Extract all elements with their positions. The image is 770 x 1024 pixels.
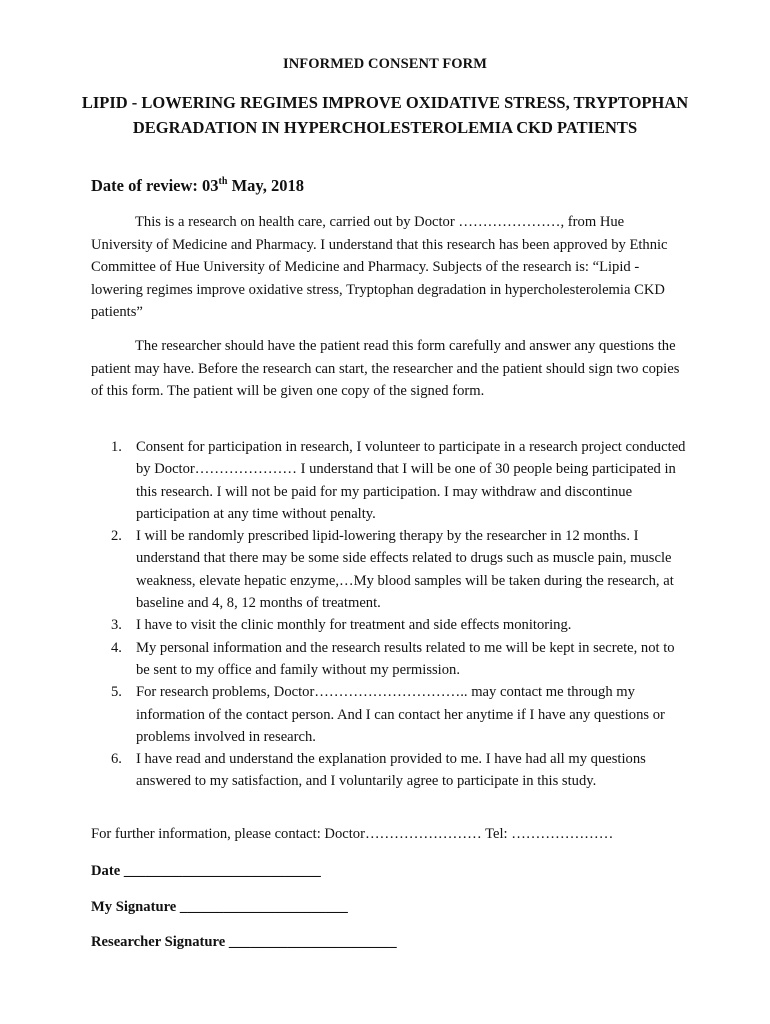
- list-item-text: I have to visit the clinic monthly for treatment and side effects monitoring.: [136, 617, 572, 634]
- list-item-text: I will be randomly prescribed lipid-lowering therapy by the researcher in 12 months. I understand that there may be some side effects related to drugs such as muscle pain, muscle weakness, elevate hepatic enzyme,…My blood samples will be taken during the research, at baseline and 4, 8, 12 months of treatment.: [136, 528, 674, 612]
- list-item-number: 3.: [111, 617, 122, 634]
- list-item: [91, 614, 691, 636]
- list-item-number: 5.: [111, 684, 122, 701]
- review-date: [91, 176, 304, 196]
- list-item: [91, 681, 691, 748]
- list-item-text: My personal information and the research results related to me will be kept in secrete, not to be sent to my office and family without my permission.: [136, 639, 675, 678]
- review-date-rest: May, 2018: [227, 176, 304, 195]
- list-item-number: 6.: [111, 751, 122, 768]
- list-item: [91, 748, 691, 793]
- list-item-number: 1.: [111, 439, 122, 455]
- list-item-number: 2.: [111, 528, 122, 545]
- list-item-text: For research problems, Doctor………………………….. may contact me through my information of the contact person. And I can contact her anytime if I have any questions or problems involved in research.: [136, 684, 665, 745]
- study-title: LIPID - LOWERING REGIMES IMPROVE OXIDATIVE STRESS, TRYPTOPHAN DEGRADATION IN HYPERCHOLESTEROLEMIA CKD PATIENTS: [81, 93, 689, 137]
- review-date-suffix-ordinal: th: [218, 176, 228, 187]
- review-date-prefix: Date of review: 03: [91, 176, 219, 195]
- researcher-signature-field[interactable]: Researcher Signature _______________________: [91, 934, 397, 950]
- consent-items-list: [91, 436, 691, 793]
- list-item: [91, 525, 691, 614]
- list-item: [91, 436, 691, 525]
- date-field[interactable]: Date ___________________________: [91, 863, 321, 879]
- list-item-text: I have read and understand the explanation provided to me. I have had all my questions answered to my satisfaction, and I voluntarily agree to participate in this study.: [136, 751, 646, 790]
- intro-paragraph-text: This is a research on health care, carried out by Doctor …………………, from Hue University of Medicine and Pharmacy. I understand that this research has been approved by Ethnic Committee of Hue University of Medicine and Pharmacy. Subjects of the research is: “Lipid - lowering regimes improve oxidative stress, Tryptophan degradation in hypercholesterolemia CKD patients”: [91, 214, 668, 320]
- document-title: INFORMED CONSENT FORM: [282, 56, 488, 72]
- my-signature-field[interactable]: My Signature _______________________: [91, 899, 348, 915]
- instructions-paragraph-text: The researcher should have the patient read this form carefully and answer any questions the patient may have. Before the research can start, the researcher and the patient should sign two copies of this form. The patient will be given one copy of the signed form.: [91, 338, 680, 399]
- list-item-text: Consent for participation in research, I volunteer to participate in a research project conducted by Doctor………………… I understand that I will be one of 30 people being participated in this research. I will not be paid for my participation. I may withdraw and discontinue participation at any time without penalty.: [136, 439, 686, 522]
- contact-information: For further information, please contact: Doctor…………………… Tel: …………………: [91, 826, 614, 842]
- instructions-paragraph: [91, 335, 685, 403]
- list-item: [91, 637, 691, 682]
- list-item-number: 4.: [111, 639, 122, 656]
- intro-paragraph: [91, 211, 685, 324]
